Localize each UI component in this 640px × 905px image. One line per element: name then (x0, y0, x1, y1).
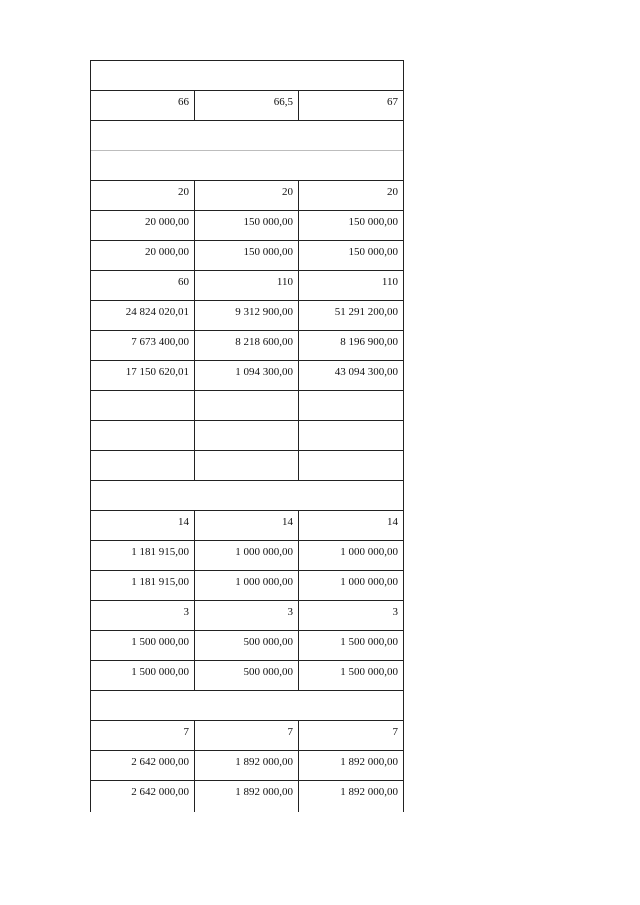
table-row (91, 511, 403, 541)
table-cell: 1 500 000,00 (91, 661, 195, 690)
table-cell: 1 000 000,00 (340, 576, 398, 588)
section-cell (91, 121, 403, 150)
table-cell: 1 181 915,00 (91, 541, 195, 570)
table-cell: 1 892 000,00 (195, 751, 299, 780)
table-cell: 110 (195, 271, 299, 300)
table-cell: 1 000 000,00 (195, 541, 299, 570)
table-row (91, 541, 403, 571)
table-cell: 1 000 000,00 (195, 571, 299, 600)
table-cell: 7 (91, 721, 195, 750)
table-cell: 20 000,00 (91, 211, 195, 240)
section-row (91, 481, 403, 511)
table-cell: 20 (195, 181, 299, 210)
table-cell: 60 (91, 271, 195, 300)
table-cell: 67 (387, 96, 398, 108)
table-cell (299, 391, 403, 420)
table-cell: 1 892 000,00 (340, 756, 398, 768)
table-row (91, 451, 403, 481)
table-row (91, 571, 403, 601)
table-cell: 20 (91, 181, 195, 210)
table-cell: 20 (387, 186, 398, 198)
table-cell: 2 642 000,00 (91, 781, 195, 812)
table-row (91, 211, 403, 241)
table-cell: 7 673 400,00 (91, 331, 195, 360)
table-cell: 66,5 (195, 91, 299, 120)
table-cell: 8 196 900,00 (340, 336, 398, 348)
table-cell (91, 421, 195, 450)
table-cell (299, 451, 403, 480)
table-row (91, 421, 403, 451)
table-cell: 3 (195, 601, 299, 630)
table-cell: 7 (392, 726, 398, 738)
table-row (91, 181, 403, 211)
section-row (91, 61, 403, 91)
table-row (91, 331, 403, 361)
section-cell (91, 481, 403, 510)
budget-table (90, 60, 404, 812)
table-cell: 150 000,00 (348, 246, 398, 258)
table-cell: 1 892 000,00 (195, 781, 299, 812)
table-cell (195, 451, 299, 480)
section-row (91, 691, 403, 721)
table-cell: 500 000,00 (195, 661, 299, 690)
table-cell (195, 421, 299, 450)
table-row (91, 271, 403, 301)
table-row (91, 91, 403, 121)
table-cell: 1 500 000,00 (340, 666, 398, 678)
table-cell: 1 892 000,00 (340, 786, 398, 798)
table-cell: 7 (195, 721, 299, 750)
table-cell: 9 312 900,00 (195, 301, 299, 330)
table-cell: 8 218 600,00 (195, 331, 299, 360)
table-cell (91, 451, 195, 480)
table-cell: 150 000,00 (195, 241, 299, 270)
table-cell: 1 000 000,00 (340, 546, 398, 558)
table-cell: 51 291 200,00 (334, 306, 398, 318)
table-row (91, 661, 403, 691)
table-cell: 150 000,00 (195, 211, 299, 240)
table-cell (195, 391, 299, 420)
table-cell: 17 150 620,01 (91, 361, 195, 390)
table-row (91, 781, 403, 812)
table-row (91, 721, 403, 751)
table-cell: 66 (91, 91, 195, 120)
section-cell (91, 61, 403, 90)
table-row (91, 631, 403, 661)
table-cell: 3 (392, 606, 398, 618)
table-row (91, 601, 403, 631)
table-cell: 14 (91, 511, 195, 540)
table-cell: 14 (387, 516, 398, 528)
table-cell: 150 000,00 (348, 216, 398, 228)
table-cell (91, 391, 195, 420)
table-cell: 3 (91, 601, 195, 630)
table-row (91, 751, 403, 781)
table-cell: 500 000,00 (195, 631, 299, 660)
table-cell: 2 642 000,00 (91, 751, 195, 780)
table-cell: 1 500 000,00 (91, 631, 195, 660)
table-row (91, 361, 403, 391)
table-row (91, 301, 403, 331)
table-cell: 14 (195, 511, 299, 540)
table-cell: 1 094 300,00 (195, 361, 299, 390)
table-cell: 1 500 000,00 (340, 636, 398, 648)
section-cell (91, 151, 403, 180)
section-row (91, 121, 403, 151)
table-row (91, 241, 403, 271)
table-cell: 43 094 300,00 (334, 366, 398, 378)
table-cell (299, 421, 403, 450)
table-cell: 1 181 915,00 (91, 571, 195, 600)
table-cell: 20 000,00 (91, 241, 195, 270)
section-cell (91, 691, 403, 720)
table-row (91, 391, 403, 421)
table-cell: 110 (381, 276, 398, 288)
section-row (91, 151, 403, 181)
table-cell: 24 824 020,01 (91, 301, 195, 330)
